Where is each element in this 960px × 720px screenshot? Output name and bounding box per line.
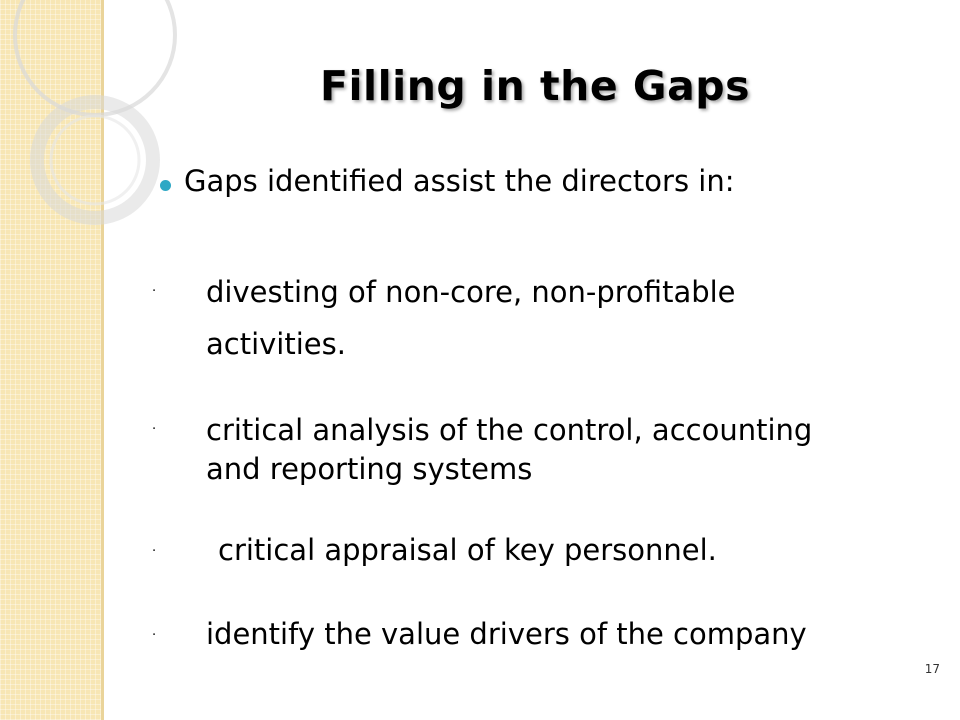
bullet-dot-icon xyxy=(160,180,171,191)
intro-text: Gaps identified assist the directors in: xyxy=(184,164,735,198)
item-analysis-line1: critical analysis of the control, accounting xyxy=(206,413,813,447)
item-marker: · xyxy=(152,422,157,437)
item-appraisal: critical appraisal of key personnel. xyxy=(218,533,717,567)
item-divesting-line2: activities. xyxy=(206,327,346,361)
item-marker: · xyxy=(152,628,157,643)
item-analysis-line2: and reporting systems xyxy=(206,452,533,486)
decorative-circles xyxy=(0,0,200,260)
slide-title: Filling in the Gaps xyxy=(320,62,750,110)
page-number: 17 xyxy=(924,662,940,676)
item-marker: · xyxy=(152,544,157,559)
item-value-drivers: identify the value drivers of the company xyxy=(206,617,807,651)
item-marker: · xyxy=(152,284,157,299)
item-divesting-line1: divesting of non-core, non-profitable xyxy=(206,275,736,309)
